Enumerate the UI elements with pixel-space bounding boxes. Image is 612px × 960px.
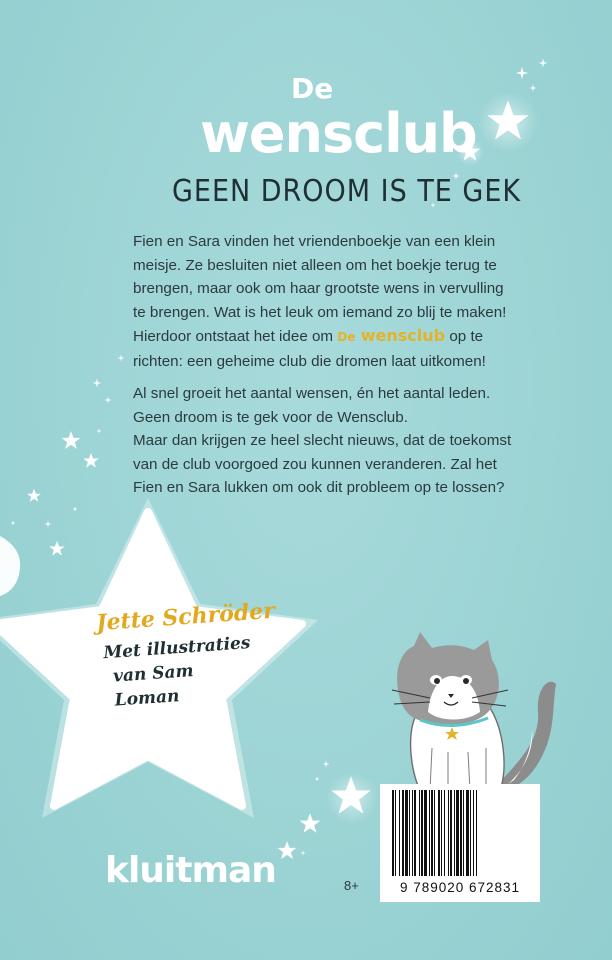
inline-wensclub-logo <box>337 327 445 345</box>
barcode-bar <box>399 790 400 876</box>
blurb-line-part: op te <box>449 328 484 346</box>
barcode-bar <box>476 790 477 876</box>
blurb-paragraph-1 <box>133 230 543 374</box>
barcode-bar <box>434 790 435 876</box>
blurb-line <box>133 324 543 350</box>
barcode-bar <box>424 790 427 876</box>
barcode-bar <box>431 790 433 876</box>
barcode-bar <box>421 790 423 876</box>
author-name: Jette Schröder <box>95 597 276 637</box>
blurb-line: Geen droom is te gek voor de Wensclub. <box>133 408 408 426</box>
blurb-line: meisje. Ze besluiten niet alleen om het boekje terug te <box>133 256 497 274</box>
barcode-bar <box>463 790 464 876</box>
barcode-bar <box>429 790 430 876</box>
barcode-bar <box>466 790 469 876</box>
barcode-bar <box>470 790 471 876</box>
inline-logo-main: wensclub <box>360 326 446 346</box>
blurb-line: brengen, maar ook om haar grootste wens in vervulling <box>133 280 504 298</box>
barcode-bar <box>448 790 449 876</box>
blurb-line: Maar dan krijgen ze heel slecht nieuws, dat de toekomst <box>133 432 512 450</box>
barcode <box>380 784 540 902</box>
barcode-bar <box>412 790 413 876</box>
illustrator-line: van Sam Loman <box>112 661 195 711</box>
blurb-line: van de club voorgoed zou kunnen veranderen. Zal het <box>133 455 497 473</box>
blurb-line: Al snel groeit het aantal wensen, én het aantal leden. <box>133 385 491 402</box>
barcode-bar <box>441 790 442 876</box>
barcode-bars <box>380 784 540 880</box>
barcode-bar <box>454 790 455 876</box>
barcode-bar <box>444 790 445 876</box>
barcode-bar <box>473 790 474 876</box>
barcode-bar <box>456 790 459 876</box>
barcode-bar <box>402 790 404 876</box>
barcode-bar <box>460 790 462 876</box>
barcode-bar <box>409 790 410 876</box>
logo-wensclub: wensclub <box>200 102 477 165</box>
barcode-bar <box>419 790 420 876</box>
publisher-logo: kluitman <box>105 850 276 891</box>
blurb-line: Fien en Sara lukken om ook dit probleem op te lossen? <box>133 479 505 497</box>
illustrator-line: Met illustraties <box>102 633 252 664</box>
barcode-bar <box>395 790 396 876</box>
age-rating: 8+ <box>344 878 359 893</box>
barcode-bar <box>392 790 394 876</box>
blurb-line: Fien en Sara vinden het vriendenboekje van een klein <box>133 233 496 250</box>
blurb-line: te brengen. Wat is het leuk om iemand zo blij te maken! <box>133 303 507 321</box>
inline-logo-de: De <box>337 330 356 345</box>
barcode-bar <box>414 790 416 876</box>
blurb-line: richten: een geheime club die dromen laat uitkomen! <box>133 352 486 370</box>
blurb-paragraph-2 <box>133 382 543 500</box>
book-subtitle: GEEN DROOM IS TE GEK <box>172 174 522 209</box>
illustrator-credit <box>103 631 258 713</box>
isbn-number: 9 789020 672831 <box>399 880 521 895</box>
blurb-line-part: Hierdoor ontstaat het idee om <box>133 328 334 346</box>
logo-de: De <box>291 72 334 105</box>
barcode-bar <box>438 790 440 876</box>
barcode-bar <box>450 790 452 876</box>
barcode-bar <box>405 790 408 876</box>
